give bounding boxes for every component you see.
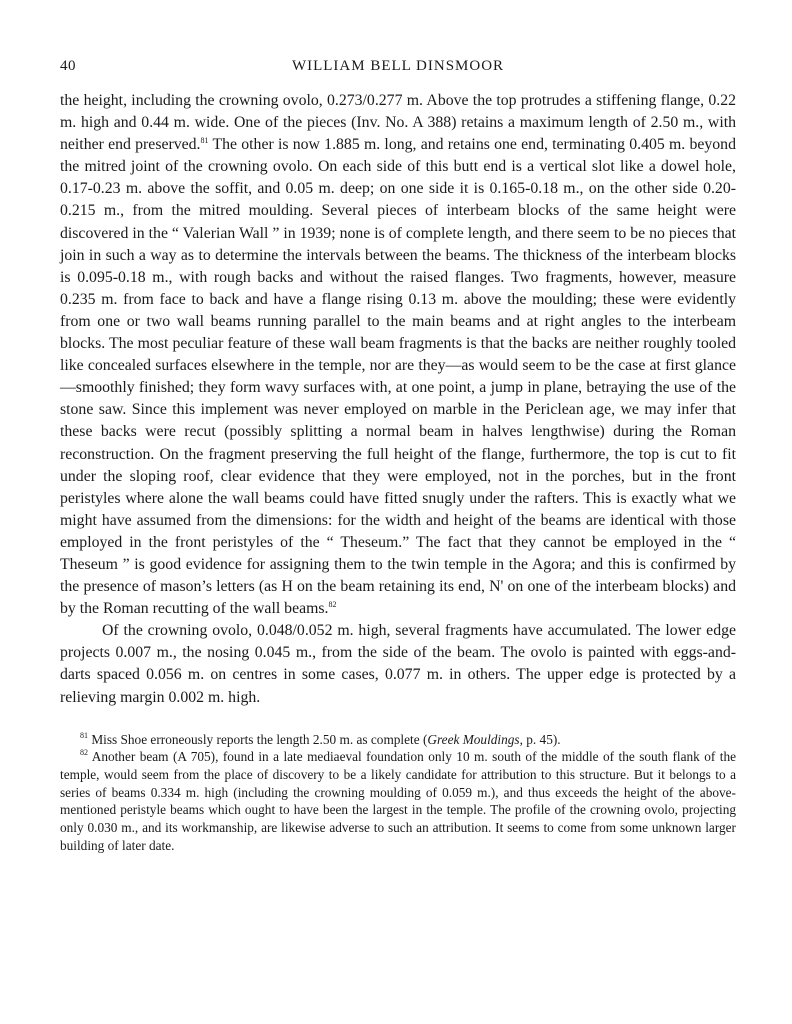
paragraph-1-part-a: the height, including the crowning ovolo, 0.273/0.277 m. Above the top protrudes a stiffening flange, 0.22 m. high and 0.44 m. wide. One of the pieces (Inv. No. A 388) retains a maximum length of 2.50 m., with neither end preserved. xyxy=(60,92,736,154)
footnote-text-a: Miss Shoe erroneously reports the length 2.50 m. as complete ( xyxy=(88,731,428,747)
footnotes xyxy=(60,731,736,855)
footnote-82 xyxy=(60,748,736,854)
footnote-number: 82 xyxy=(80,748,88,758)
body-text xyxy=(60,90,736,709)
footnote-ref-82: 82 xyxy=(328,600,337,610)
footnote-ref-81: 81 xyxy=(200,136,209,146)
page-number: 40 xyxy=(60,58,76,74)
footnote-book-title: Greek Mouldings xyxy=(427,731,520,747)
footnote-text-b: , p. 45). xyxy=(519,731,561,747)
page xyxy=(60,58,736,855)
header-title: WILLIAM BELL DINSMOOR xyxy=(291,58,505,74)
running-head xyxy=(60,58,736,82)
paragraph-1-part-b: The other is now 1.885 m. long, and retains one end, terminating 0.405 m. beyond the mitred joint of the crowning ovolo. On each side of this butt end is a vertical slot like a dowel hole, 0.17-0.23 m. above the soffit, and 0.05 m. deep; on one side it is 0.165-0.18 m., on the other side 0.20-0.215 m., from the mitred moulding. Several pieces of interbeam blocks of the same height were discovered in the “ Valerian Wall ” in 1939; none is of complete length, and there seem to be no pieces that join in such a way as to determine the intervals between the beams. The thickness of the interbeam blocks is 0.095-0.18 m., with rough backs and without the raised flanges. Two fragments, however, measure 0.235 m. from face to back and have a flange rising 0.13 m. above the moulding; these were evidently from one or two wall beams running parallel to the main beams and at right angles to the interbeam blocks. The most peculiar feature of these wall beam fragments is that the backs are neither roughly tooled like concealed surfaces elsewhere in the temple, nor are they—as would seem to be the case at first glance—smoothly finished; they form wavy surfaces with, at one point, a jump in plane, betraying the use of the stone saw. Since this implement was never employed on marble in the Periclean age, we may infer that these backs were recut (possibly splitting a normal beam in halves lengthwise) during the Roman reconstruction. On the fragment preserving the full height of the flange, furthermore, the top is cut to fit under the sloping roof, clear evidence that they were employed, not in the porches, but in the front peristyles where alone the wall beams could have fitted snugly under the rafters. This is exactly what we might have assumed from the dimensions: for the width and height of the beams are identical with those employed in the front peristyles of the “ Theseum.” The fact that they cannot be employed in the “ Theseum ” is good evidence for assigning them to the twin temple in the Agora; and this is confirmed by the presence of mason’s letters (as H on the beam retaining its end, N' on one of the interbeam blocks) and by the Roman recutting of the wall beams. xyxy=(60,136,736,618)
footnote-text: Another beam (A 705), found in a late mediaeval foundation only 10 m. south of the middle of the south flank of the temple, would seem from the place of discovery to be a likely candidate for attribution to this structure. But it belongs to a series of beams 0.334 m. high (including the crowning moulding of 0.059 m.), and thus exceeds the height of the above-mentioned peristyle beams which ought to have been the largest in the temple. The profile of the crowning ovolo, projecting only 0.030 m., and its workmanship, are likewise adverse to such an attribution. It seems to come from some unknown larger building of later date. xyxy=(60,749,736,853)
paragraph-2: Of the crowning ovolo, 0.048/0.052 m. high, several fragments have accumulated. The lower edge projects 0.007 m., the nosing 0.045 m., from the side of the beam. The ovolo is painted with eggs-and-darts spaced 0.056 m. on centres in some cases, 0.077 m. in others. The upper edge is protected by a relieving margin 0.002 m. high. xyxy=(60,622,736,706)
paragraph-1 xyxy=(60,90,736,620)
footnote-number: 81 xyxy=(80,730,88,740)
footnote-81 xyxy=(60,731,736,749)
